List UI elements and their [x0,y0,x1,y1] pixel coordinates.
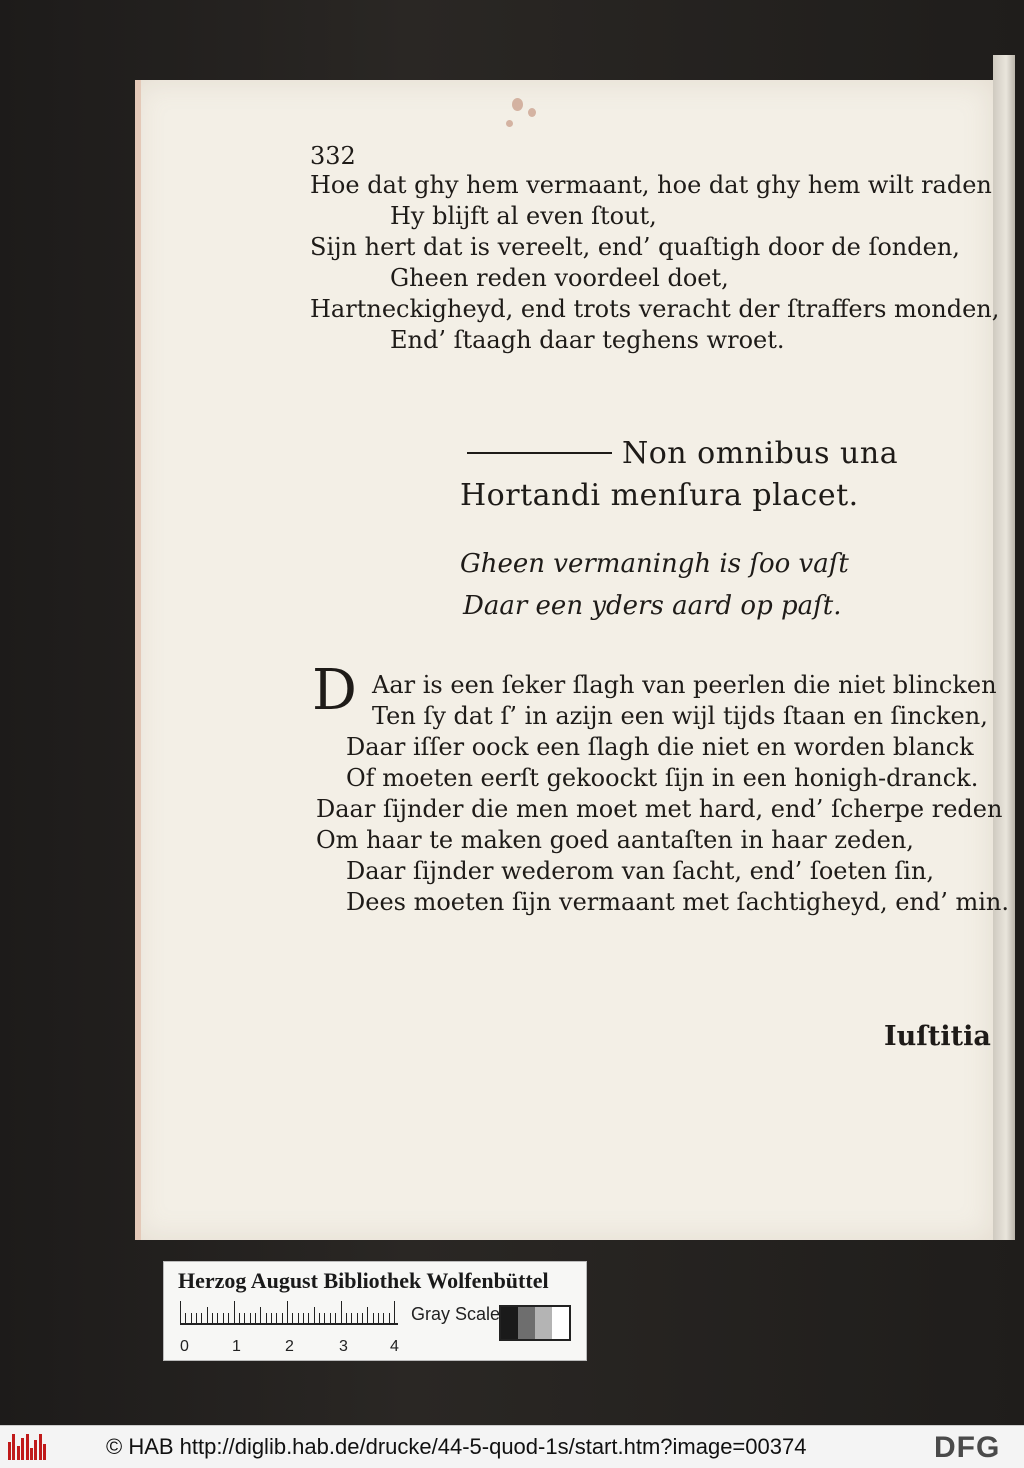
library-name: Herzog August Bibliothek Wolfenbüttel [178,1268,549,1293]
ruler-number: 4 [390,1338,399,1355]
motto-dutch-line: Gheen vermaningh is ſoo vaſt [460,549,849,579]
next-page-edge [993,55,1015,1240]
verse-line: Daar ſijnder wederom van ſacht, end’ ſoeten ſin, [346,857,935,885]
ruler-tick [324,1313,325,1323]
verse-line: Of moeten eerſt gekoockt ſijn in een honigh-dranck. [346,764,979,792]
drop-cap: D [312,658,357,723]
copyright-url[interactable]: © HAB http://diglib.hab.de/drucke/44-5-quod-1s/start.htm?image=00374 [106,1434,807,1459]
ruler [180,1323,398,1325]
verse-line: Daar iſſer oock een ſlagh die niet en worden blanck [346,733,974,761]
viewer-footer [0,1425,1024,1468]
ruler-tick [394,1301,395,1323]
verse-line: Gheen reden voordeel doet, [390,264,729,292]
ruler-tick [287,1301,288,1323]
ruler-tick [341,1301,342,1323]
ruler-number: 3 [339,1338,348,1355]
ruler-tick [308,1313,309,1323]
dfg-logo: DFG [934,1431,1001,1464]
ruler-number: 0 [180,1338,189,1355]
ruler-tick [276,1313,277,1323]
ruler-tick [212,1313,213,1323]
motto-latin-line: Hortandi menſura placet. [460,478,859,513]
ruler-tick [271,1313,272,1323]
verse-line: Om haar te maken goed aantaſten in haar zeden, [316,826,914,854]
gray-swatch [552,1307,569,1339]
ruler-tick [373,1313,374,1323]
ruler-tick [239,1313,240,1323]
ruler-tick [319,1313,320,1323]
page-number: 332 [310,142,356,170]
ruler-number: 2 [285,1338,294,1355]
verse-line: Hy blijft al even ſtout, [390,202,657,230]
verse-line: Hoe dat ghy hem vermaant, hoe dat ghy hem wilt raden [310,171,992,199]
motto-latin-line: Non omnibus una [622,436,899,471]
ruler-tick [260,1307,261,1323]
ink-stain [506,120,513,127]
ruler-tick [244,1313,245,1323]
gray-swatch [535,1307,552,1339]
ruler-tick [378,1313,379,1323]
ruler-tick [335,1313,336,1323]
ruler-tick [223,1313,224,1323]
gray-scale-label: Gray Scale [411,1304,501,1324]
ink-stain [512,98,523,111]
gray-swatch [501,1307,518,1339]
ruler-number: 1 [232,1338,241,1355]
ruler-tick [196,1313,197,1323]
ruler-tick [351,1313,352,1323]
ruler-tick [266,1313,267,1323]
ruler-tick [207,1307,208,1323]
ruler-tick [298,1313,299,1323]
verse-line: Daar ſijnder die men moet met hard, end’ ſcherpe reden [316,795,1003,823]
ruler-tick [180,1301,181,1323]
scale-label-card [163,1261,587,1361]
ruler-tick [346,1313,347,1323]
hab-logo-icon [8,1434,48,1460]
gray-scale-swatches [499,1305,571,1341]
motto-dutch-line: Daar een yders aard op paſt. [463,591,842,621]
verse-line: Sijn hert dat is vereelt, end’ quaſtigh door de ſonden, [310,233,960,261]
ruler-tick [282,1313,283,1323]
verse-line: Dees moeten ſijn vermaant met ſachtigheyd, end’ min. [346,888,1010,916]
ruler-tick [389,1313,390,1323]
verse-line: Ten ſy dat ſ’ in azijn een wijl tijds ſtaan en ſincken, [372,702,988,730]
ruler-tick [255,1313,256,1323]
ruler-tick [228,1313,229,1323]
catchword: Iuſtitia [884,1021,991,1052]
motto-dash-rule [467,452,612,454]
ruler-tick [250,1313,251,1323]
verse-line: Hartneckigheyd, end trots veracht der ſtraffers monden, [310,295,1000,323]
ruler-tick [362,1313,363,1323]
ruler-tick [314,1307,315,1323]
ink-stain [528,108,536,117]
verse-line: End’ ſtaagh daar teghens wroet. [390,326,785,354]
ruler-tick [234,1301,235,1323]
ruler-tick [330,1313,331,1323]
ruler-tick [357,1313,358,1323]
ruler-tick [185,1313,186,1323]
ruler-tick [303,1313,304,1323]
ruler-tick [191,1313,192,1323]
ruler-tick [292,1313,293,1323]
gray-swatch [518,1307,535,1339]
verse-line: Aar is een ſeker ſlagh van peerlen die niet blincken [372,671,997,699]
ruler-tick [201,1313,202,1323]
ruler-tick [367,1307,368,1323]
ruler-tick [217,1313,218,1323]
ruler-tick [383,1313,384,1323]
